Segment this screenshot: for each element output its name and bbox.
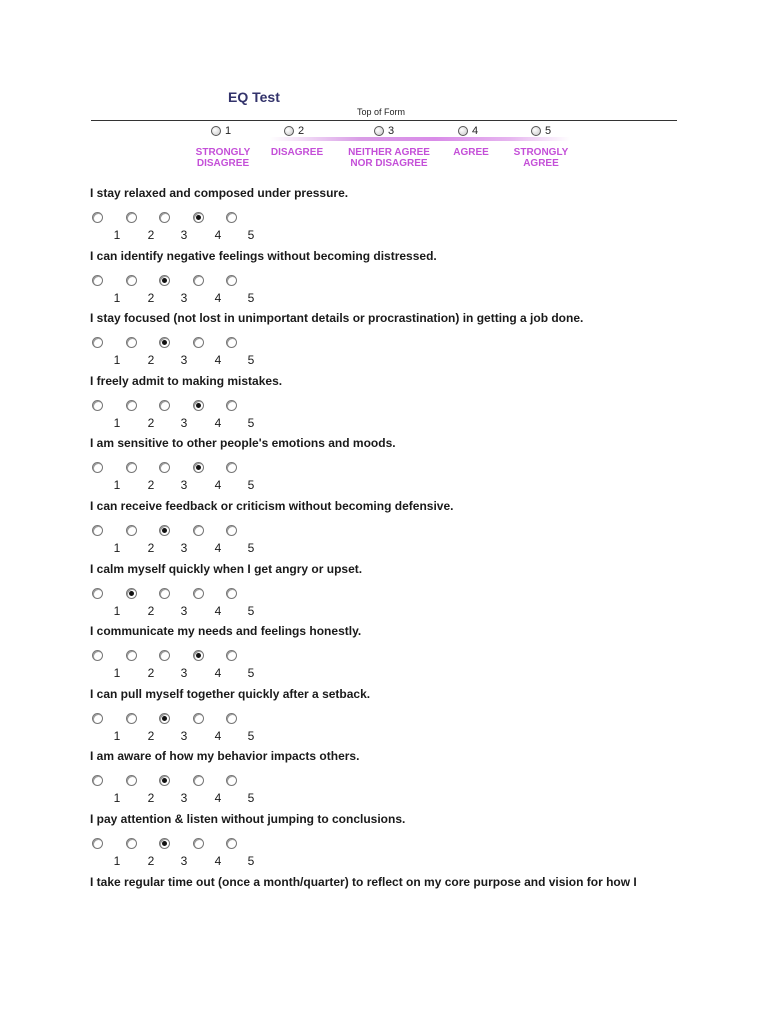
answer-number: 1 <box>113 291 121 305</box>
answer-number: 1 <box>113 541 121 555</box>
answer-radio-3[interactable] <box>159 462 170 473</box>
answer-number: 3 <box>180 291 188 305</box>
answer-number: 5 <box>247 228 255 242</box>
answer-radio-5[interactable] <box>226 588 237 599</box>
scale-label-4 <box>453 147 489 158</box>
answer-number: 4 <box>214 666 222 680</box>
answer-radio-5[interactable] <box>226 838 237 849</box>
scale-label-5 <box>514 147 569 169</box>
scale-radio-icon <box>284 126 294 136</box>
answer-radio-3[interactable] <box>159 275 170 286</box>
answer-number: 4 <box>214 228 222 242</box>
scale-label-1 <box>196 147 251 169</box>
scale-option-5 <box>531 125 551 137</box>
answer-radio-5[interactable] <box>226 525 237 536</box>
answer-radio-3[interactable] <box>159 400 170 411</box>
question-text: I communicate my needs and feelings honestly. <box>90 624 362 638</box>
question-text: I pay attention & listen without jumping to conclusions. <box>90 812 406 826</box>
answer-number: 4 <box>214 291 222 305</box>
answer-radio-1[interactable] <box>92 337 103 348</box>
answer-number: 5 <box>247 666 255 680</box>
answer-radio-4[interactable] <box>193 650 204 661</box>
answer-number: 1 <box>113 416 121 430</box>
answer-radio-1[interactable] <box>92 212 103 223</box>
answer-number: 2 <box>147 541 155 555</box>
answer-radio-2[interactable] <box>126 337 137 348</box>
answer-radio-4[interactable] <box>193 462 204 473</box>
answer-radio-5[interactable] <box>226 775 237 786</box>
answer-radio-3[interactable] <box>159 650 170 661</box>
answer-number: 3 <box>180 791 188 805</box>
scale-value: 1 <box>225 125 232 137</box>
answer-number: 4 <box>214 353 222 367</box>
answer-radio-5[interactable] <box>226 713 237 724</box>
answer-radio-2[interactable] <box>126 275 137 286</box>
answer-radio-2[interactable] <box>126 588 137 599</box>
answer-number: 2 <box>147 416 155 430</box>
answer-radio-3[interactable] <box>159 775 170 786</box>
answer-radio-4[interactable] <box>193 713 204 724</box>
scale-label-line1: AGREE <box>453 147 489 158</box>
answer-number: 2 <box>147 666 155 680</box>
answer-number: 1 <box>113 604 121 618</box>
answer-number: 5 <box>247 791 255 805</box>
answer-radio-4[interactable] <box>193 838 204 849</box>
answer-radio-5[interactable] <box>226 400 237 411</box>
answer-number: 3 <box>180 353 188 367</box>
answer-number: 2 <box>147 228 155 242</box>
answer-number: 2 <box>147 478 155 492</box>
answer-radio-5[interactable] <box>226 650 237 661</box>
question-text: I can identify negative feelings without becoming distressed. <box>90 249 437 263</box>
header-rule <box>91 120 677 121</box>
answer-radio-1[interactable] <box>92 838 103 849</box>
question-text: I calm myself quickly when I get angry or upset. <box>90 562 363 576</box>
scale-label-line1: STRONGLY <box>513 147 569 158</box>
answer-number: 5 <box>247 604 255 618</box>
scale-value: 3 <box>388 125 395 137</box>
scale-value: 5 <box>545 125 552 137</box>
answer-number: 1 <box>113 666 121 680</box>
top-of-form-label: Top of Form <box>357 107 406 117</box>
scale-label-line1: DISAGREE <box>270 147 324 158</box>
scale-label-3 <box>348 147 430 169</box>
answer-number: 4 <box>214 478 222 492</box>
answer-radio-4[interactable] <box>193 212 204 223</box>
answer-radio-5[interactable] <box>226 275 237 286</box>
answer-number: 1 <box>113 478 121 492</box>
answer-radio-4[interactable] <box>193 775 204 786</box>
answer-radio-4[interactable] <box>193 588 204 599</box>
answer-radio-2[interactable] <box>126 462 137 473</box>
answer-number: 5 <box>247 541 255 555</box>
answer-radio-4[interactable] <box>193 275 204 286</box>
answer-number: 5 <box>247 353 255 367</box>
answer-radio-1[interactable] <box>92 525 103 536</box>
answer-number: 3 <box>180 228 188 242</box>
scale-option-3 <box>374 125 394 137</box>
answer-number: 3 <box>180 729 188 743</box>
answer-number: 1 <box>113 791 121 805</box>
answer-radio-1[interactable] <box>92 462 103 473</box>
question-text: I stay focused (not lost in unimportant details or procrastination) in getting a job done. <box>90 311 584 325</box>
scale-label-line2: DISAGREE <box>196 158 250 169</box>
answer-number: 3 <box>180 604 188 618</box>
answer-radio-3[interactable] <box>159 713 170 724</box>
answer-radio-1[interactable] <box>92 650 103 661</box>
answer-number: 2 <box>147 729 155 743</box>
answer-radio-3[interactable] <box>159 525 170 536</box>
answer-number: 3 <box>180 478 188 492</box>
scale-label-2 <box>271 147 323 158</box>
answer-number: 4 <box>214 791 222 805</box>
answer-number: 2 <box>147 353 155 367</box>
answer-radio-4[interactable] <box>193 337 204 348</box>
answer-radio-3[interactable] <box>159 838 170 849</box>
answer-radio-2[interactable] <box>126 400 137 411</box>
answer-number: 5 <box>247 478 255 492</box>
answer-radio-1[interactable] <box>92 588 103 599</box>
answer-number: 1 <box>113 854 121 868</box>
scale-value: 2 <box>298 125 305 137</box>
scale-label-line1: STRONGLY <box>195 147 251 158</box>
scale-label-line1: NEITHER AGREE <box>348 147 430 158</box>
answer-number: 1 <box>113 228 121 242</box>
scale-radio-icon <box>374 126 384 136</box>
page-title: EQ Test <box>228 89 280 105</box>
question-text: I am aware of how my behavior impacts others. <box>90 749 360 763</box>
scale-option-2 <box>284 125 304 137</box>
answer-radio-3[interactable] <box>159 212 170 223</box>
answer-radio-1[interactable] <box>92 775 103 786</box>
answer-number: 5 <box>247 291 255 305</box>
answer-radio-5[interactable] <box>226 212 237 223</box>
answer-radio-2[interactable] <box>126 838 137 849</box>
question-text: I take regular time out (once a month/quarter) to reflect on my core purpose and vision for how I <box>90 875 637 889</box>
answer-number: 3 <box>180 666 188 680</box>
answer-radio-1[interactable] <box>92 713 103 724</box>
answer-radio-2[interactable] <box>126 525 137 536</box>
scale-value: 4 <box>472 125 479 137</box>
answer-number: 2 <box>147 291 155 305</box>
scale-label-line2: AGREE <box>523 158 559 169</box>
answer-number: 2 <box>147 604 155 618</box>
scale-radio-icon <box>211 126 221 136</box>
answer-number: 4 <box>214 729 222 743</box>
answer-number: 5 <box>247 854 255 868</box>
scale-option-1 <box>211 125 231 137</box>
answer-radio-2[interactable] <box>126 212 137 223</box>
answer-number: 3 <box>180 854 188 868</box>
scale-radio-icon <box>458 126 468 136</box>
answer-radio-1[interactable] <box>92 275 103 286</box>
answer-radio-2[interactable] <box>126 650 137 661</box>
question-text: I stay relaxed and composed under pressure. <box>90 186 349 200</box>
answer-radio-2[interactable] <box>126 713 137 724</box>
answer-number: 2 <box>147 854 155 868</box>
answer-number: 2 <box>147 791 155 805</box>
scale-highlight-band <box>270 137 570 141</box>
question-text: I can pull myself together quickly after a setback. <box>90 687 371 701</box>
scale-option-4 <box>458 125 478 137</box>
answer-radio-3[interactable] <box>159 337 170 348</box>
answer-number: 3 <box>180 541 188 555</box>
scale-label-line2: NOR DISAGREE <box>350 158 428 169</box>
answer-radio-5[interactable] <box>226 462 237 473</box>
answer-number: 4 <box>214 541 222 555</box>
answer-number: 1 <box>113 729 121 743</box>
answer-number: 5 <box>247 729 255 743</box>
answer-number: 1 <box>113 353 121 367</box>
question-text: I am sensitive to other people's emotions and moods. <box>90 436 396 450</box>
answer-radio-4[interactable] <box>193 400 204 411</box>
answer-number: 5 <box>247 416 255 430</box>
answer-radio-2[interactable] <box>126 775 137 786</box>
question-text: I can receive feedback or criticism without becoming defensive. <box>90 499 454 513</box>
answer-number: 4 <box>214 604 222 618</box>
answer-radio-3[interactable] <box>159 588 170 599</box>
answer-number: 4 <box>214 854 222 868</box>
answer-number: 3 <box>180 416 188 430</box>
answer-radio-5[interactable] <box>226 337 237 348</box>
answer-radio-4[interactable] <box>193 525 204 536</box>
question-text: I freely admit to making mistakes. <box>90 374 283 388</box>
answer-number: 4 <box>214 416 222 430</box>
answer-radio-1[interactable] <box>92 400 103 411</box>
scale-radio-icon <box>531 126 541 136</box>
